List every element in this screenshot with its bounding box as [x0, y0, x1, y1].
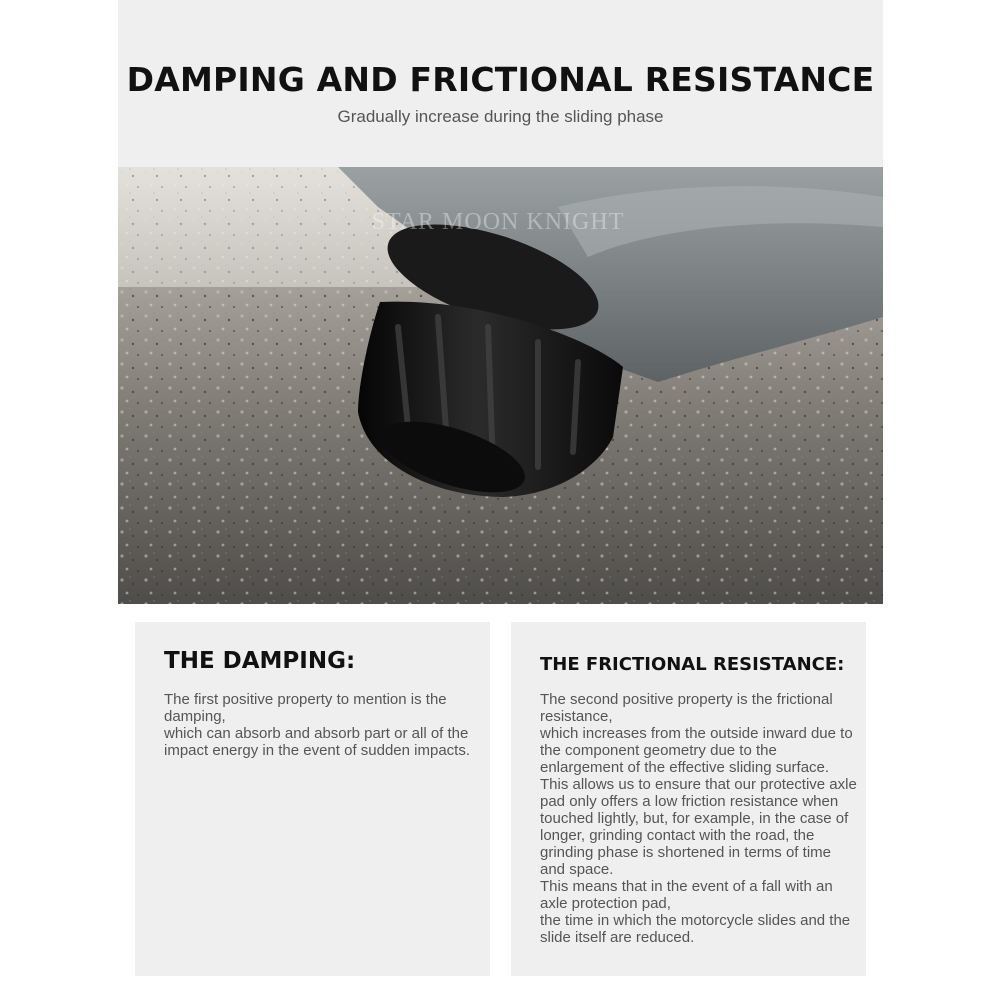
page-subtitle: Gradually increase during the sliding phase: [337, 107, 664, 126]
damping-heading: THE DAMPING:: [164, 648, 356, 674]
frictional-card: [511, 622, 866, 976]
damping-line: which can absorb and absorb part or all of the impact energy in the event of sudden impacts.: [164, 725, 471, 759]
frictional-line: This means that in the event of a fall with an axle protection pad,: [540, 878, 833, 912]
damping-card: [135, 622, 490, 976]
damping-line: The first positive property to mention is the damping,: [164, 691, 447, 725]
frictional-text: [540, 691, 860, 946]
damping-text: [164, 691, 484, 759]
header-banner: [118, 0, 883, 167]
frictional-line: which increases from the outside inward due to the component geometry due to the enlargement of the effective sliding surface.: [540, 725, 853, 776]
frictional-line: The second positive property is the frictional resistance,: [540, 691, 833, 725]
frictional-heading: THE FRICTIONAL RESISTANCE:: [540, 654, 845, 675]
frictional-line: This allows us to ensure that our protective axle pad only offers a low friction resistance when touched lightly, but, for example, in the case of longer, grinding contact with the road, the grinding phase is shortened in terms of time and space.: [540, 776, 857, 878]
page-title: DAMPING AND FRICTIONAL RESISTANCE: [126, 60, 875, 99]
axle-slider-photo: [118, 167, 883, 604]
watermark: STAR MOON KNIGHT: [371, 209, 625, 235]
frictional-line: the time in which the motorcycle slides and the slide itself are reduced.: [540, 912, 851, 946]
product-photo: [118, 167, 883, 604]
